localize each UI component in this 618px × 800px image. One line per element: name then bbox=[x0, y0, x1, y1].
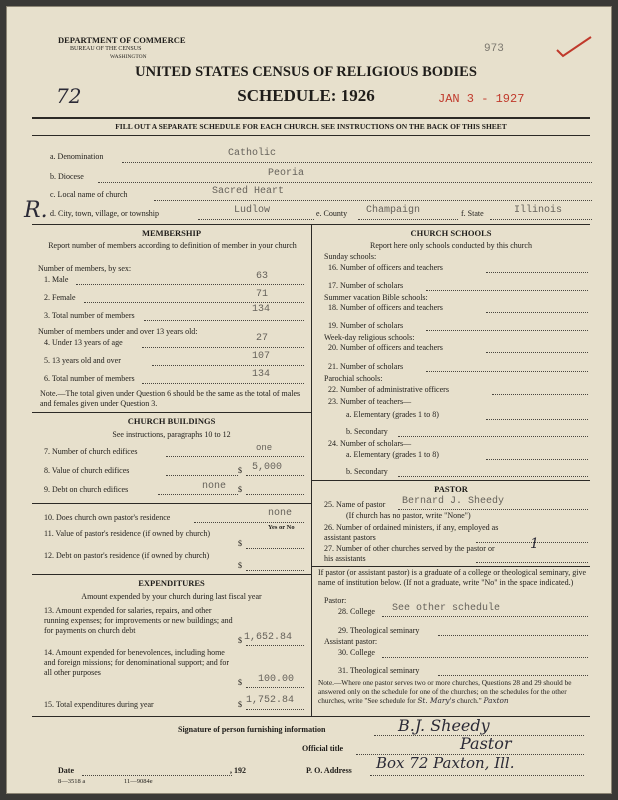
diocese-line bbox=[98, 182, 592, 183]
q29-line bbox=[438, 635, 588, 636]
buildings-sub: See instructions, paragraphs 10 to 12 bbox=[112, 430, 231, 439]
city-value[interactable]: Ludlow bbox=[234, 205, 271, 216]
q2-value[interactable]: 71 bbox=[256, 289, 269, 300]
date-received-stamp: JAN 3 - 1927 bbox=[438, 92, 525, 106]
q9-dollar: $ bbox=[238, 485, 242, 494]
buildings-heading: CHURCH BUILDINGS bbox=[127, 416, 216, 426]
q19-label: 19. Number of scholars bbox=[328, 321, 404, 330]
q3-label: 3. Total number of members bbox=[44, 311, 135, 320]
vacation-label: Summer vacation Bible schools: bbox=[324, 293, 428, 302]
city-label-field: d. City, town, village, or township bbox=[50, 209, 160, 218]
q6-value[interactable]: 134 bbox=[252, 369, 271, 380]
denomination-value[interactable]: Catholic bbox=[228, 148, 277, 159]
local-name-value[interactable]: Sacred Heart bbox=[212, 186, 285, 197]
q3-value[interactable]: 134 bbox=[252, 304, 271, 315]
q8-line bbox=[246, 475, 304, 476]
signature-label: Signature of person furnishing information bbox=[178, 725, 326, 734]
state-label: f. State bbox=[461, 209, 484, 218]
q25-line bbox=[398, 509, 588, 510]
schools-intro: Report here only schools conducted by this church bbox=[370, 241, 532, 250]
q8-dollar: $ bbox=[238, 466, 242, 475]
q18-label: 18. Number of officers and teachers bbox=[328, 303, 443, 312]
q6-line bbox=[142, 383, 304, 384]
q16-label: 16. Number of officers and teachers bbox=[328, 263, 443, 272]
q16-line bbox=[486, 272, 588, 273]
q9-line bbox=[246, 494, 304, 495]
q15-value[interactable]: 1,752.84 bbox=[246, 695, 295, 706]
q6-label: 6. Total number of members bbox=[44, 374, 135, 383]
q23a-label: a. Elementary (grades 1 to 8) bbox=[346, 410, 439, 419]
check-mark-icon bbox=[554, 34, 594, 60]
official-title-value[interactable]: Pastor bbox=[460, 734, 512, 753]
q12-line bbox=[246, 570, 304, 571]
q20-line bbox=[486, 352, 588, 353]
q31-line bbox=[438, 675, 588, 676]
diocese-label: b. Diocese bbox=[50, 172, 84, 181]
parochial-label: Parochial schools: bbox=[324, 374, 383, 383]
q7-value[interactable]: one bbox=[256, 443, 273, 453]
address-line bbox=[370, 775, 584, 776]
instruction-rule bbox=[32, 135, 590, 136]
q8-dots bbox=[166, 475, 238, 476]
q30-line bbox=[382, 657, 588, 658]
q15-label: 15. Total expenditures during year bbox=[44, 700, 154, 709]
yes-no-hint: Yes or No bbox=[268, 524, 295, 531]
official-title-label: Official title bbox=[302, 744, 344, 753]
stamp-number: 973 bbox=[484, 43, 504, 55]
expenditures-sub: Amount expended by your church during last fiscal year bbox=[81, 592, 262, 601]
q23b-line bbox=[398, 436, 588, 437]
q7-line bbox=[166, 456, 304, 457]
final-note-text: Note.—Where one pastor serves two or more churches, Questions 28 and 29 should be answered only on the schedule for one of the churches; on the schedules for the other churches, write "See schedule for bbox=[318, 678, 572, 705]
q31-label: 31. Theological seminary bbox=[338, 666, 420, 675]
q9-label: 9. Debt on church edifices bbox=[44, 485, 129, 494]
q17-line bbox=[426, 290, 588, 291]
q19-line bbox=[426, 330, 588, 331]
membership-note: Note.—The total given under Question 6 should be the same as the total of males and females given under Question 3. bbox=[40, 389, 301, 408]
diocese-value[interactable]: Peoria bbox=[268, 168, 305, 179]
q7-label: 7. Number of church edifices bbox=[44, 447, 138, 456]
q13-line bbox=[246, 645, 304, 646]
local-name-label: c. Local name of church bbox=[50, 190, 128, 199]
q14-label: 14. Amount expended for benevolences, including home and foreign missions; for denominational support; and for all other purposes bbox=[44, 648, 230, 677]
q3-line bbox=[144, 320, 304, 321]
by-sex-label: Number of members, by sex: bbox=[38, 264, 132, 273]
q29-label: 29. Theological seminary bbox=[338, 626, 420, 635]
q15-dollar: $ bbox=[238, 700, 242, 709]
q1-line bbox=[76, 284, 304, 285]
q27-value[interactable]: 1 bbox=[530, 536, 539, 552]
footer-rule bbox=[32, 716, 590, 717]
q25-value[interactable]: Bernard J. Sheedy bbox=[402, 496, 505, 507]
address-value[interactable]: Box 72 Paxton, Ill. bbox=[376, 754, 515, 772]
q17-label: 17. Number of scholars bbox=[328, 281, 404, 290]
q2-label: 2. Female bbox=[44, 293, 76, 302]
weekday-label: Week-day religious schools: bbox=[324, 333, 415, 342]
q5-line bbox=[152, 365, 304, 366]
print-code-2: 11—9084e bbox=[124, 778, 153, 785]
q23b-label: b. Secondary bbox=[346, 427, 388, 436]
q4-label: 4. Under 13 years of age bbox=[44, 338, 123, 347]
margin-mark: R. bbox=[24, 198, 48, 223]
grad-rule bbox=[311, 566, 590, 567]
q8-label: 8. Value of church edifices bbox=[44, 466, 130, 475]
q28-label: 28. College bbox=[338, 607, 375, 616]
age-heading: Number of members under and over 13 years old: bbox=[38, 327, 198, 336]
form-title: UNITED STATES CENSUS OF RELIGIOUS BODIES bbox=[135, 64, 477, 80]
instruction-line: FILL OUT A SEPARATE SCHEDULE FOR EACH CHURCH. SEE INSTRUCTIONS ON THE BACK OF THIS SHEET bbox=[115, 122, 507, 131]
q25-label: 25. Name of pastor bbox=[324, 500, 386, 509]
top-rule bbox=[32, 117, 590, 119]
date-label: Date bbox=[58, 766, 74, 775]
q4-value[interactable]: 27 bbox=[256, 333, 269, 344]
buildings-subrule bbox=[32, 503, 311, 504]
q8-value[interactable]: 5,000 bbox=[252, 462, 283, 473]
q13-label: 13. Amount expended for salaries, repairs, and other running expenses; for improvements or new buildings; and for payments on church debt bbox=[44, 606, 233, 635]
county-value[interactable]: Champaign bbox=[366, 205, 421, 216]
pastor-sublabel: Pastor: bbox=[324, 596, 347, 605]
pastor-heading: PASTOR bbox=[434, 484, 468, 494]
local-name-line bbox=[154, 200, 592, 201]
graduate-note: If pastor (or assistant pastor) is a graduate of a college or theological seminary, give name of institution below. (If not a graduate, write "No" in the space indicated.) bbox=[318, 568, 587, 587]
address-label: P. O. Address bbox=[306, 766, 352, 775]
year-label: , 192 bbox=[230, 766, 246, 775]
buildings-rule bbox=[32, 412, 311, 413]
city-line bbox=[198, 219, 314, 220]
q23-label: 23. Number of teachers— bbox=[328, 397, 412, 406]
denomination-line bbox=[122, 162, 592, 163]
q24b-line bbox=[398, 476, 588, 477]
q24a-line bbox=[486, 459, 588, 460]
q25-note: (If church has no pastor, write "None") bbox=[346, 511, 471, 520]
q14-line bbox=[246, 687, 304, 688]
signature-value[interactable]: B.J. Sheedy bbox=[398, 716, 490, 735]
q23a-line bbox=[486, 419, 588, 420]
q10-line bbox=[194, 522, 304, 523]
city-label: WASHINGTON bbox=[110, 54, 147, 60]
q28-value[interactable]: See other schedule bbox=[392, 603, 501, 614]
q20-label: 20. Number of officers and teachers bbox=[328, 343, 443, 352]
q11-label: 11. Value of pastor's residence (if owned by church) bbox=[44, 529, 211, 538]
county-label: e. County bbox=[316, 209, 348, 218]
q9-value[interactable]: none bbox=[202, 481, 227, 492]
q27-line bbox=[476, 562, 588, 563]
census-form-page bbox=[6, 6, 612, 794]
q1-label: 1. Male bbox=[44, 275, 69, 284]
pastor-rule bbox=[311, 480, 590, 481]
assistant-sublabel: Assistant pastor: bbox=[324, 637, 378, 646]
q24-label: 24. Number of scholars— bbox=[328, 439, 412, 448]
final-note-church[interactable]: St. Mary's bbox=[417, 696, 456, 705]
q14-value[interactable]: 100.00 bbox=[258, 674, 295, 685]
dept-label: DEPARTMENT OF COMMERCE bbox=[58, 35, 186, 45]
q5-label: 5. 13 years old and over bbox=[44, 356, 121, 365]
final-note-tail: church." bbox=[457, 696, 482, 705]
q4-line bbox=[142, 347, 304, 348]
q11-line bbox=[246, 548, 304, 549]
q12-dollar: $ bbox=[238, 561, 242, 570]
print-code-1: 8—3518 a bbox=[58, 778, 86, 785]
q21-line bbox=[426, 371, 588, 372]
q13-dollar: $ bbox=[238, 636, 242, 645]
membership-intro: Report number of members according to definition of member in your church bbox=[48, 241, 297, 250]
county-line bbox=[358, 219, 458, 220]
q18-line bbox=[486, 312, 588, 313]
q12-label: 12. Debt on pastor's residence (if owned by church) bbox=[44, 551, 210, 560]
q11-dollar: $ bbox=[238, 539, 242, 548]
q28-line bbox=[382, 616, 588, 617]
q10-label: 10. Does church own pastor's residence bbox=[44, 513, 171, 522]
q14-dollar: $ bbox=[238, 678, 242, 687]
q24a-label: a. Elementary (grades 1 to 8) bbox=[346, 450, 439, 459]
q15-line bbox=[246, 709, 304, 710]
final-note-mark: Paxton bbox=[483, 696, 509, 705]
expenditures-heading: EXPENDITURES bbox=[138, 578, 205, 588]
q24b-label: b. Secondary bbox=[346, 467, 388, 476]
state-value[interactable]: Illinois bbox=[514, 205, 563, 216]
schedule-title: SCHEDULE: 1926 bbox=[237, 86, 375, 105]
q30-label: 30. College bbox=[338, 648, 375, 657]
q2-line bbox=[84, 302, 304, 303]
handwritten-number: 72 bbox=[56, 84, 82, 108]
q10-value[interactable]: none bbox=[268, 508, 293, 519]
q27-label: 27. Number of other churches served by the pastor or his assistants bbox=[324, 544, 495, 563]
sunday-label: Sunday schools: bbox=[324, 252, 377, 261]
q22-line bbox=[492, 394, 588, 395]
q1-value[interactable]: 63 bbox=[256, 271, 269, 282]
column-divider bbox=[311, 224, 312, 716]
date-line bbox=[82, 775, 232, 776]
state-line bbox=[490, 219, 592, 220]
q9-dots bbox=[158, 494, 238, 495]
q21-label: 21. Number of scholars bbox=[328, 362, 404, 371]
expenditures-rule bbox=[32, 574, 311, 575]
q5-value[interactable]: 107 bbox=[252, 351, 271, 362]
denomination-label: a. Denomination bbox=[50, 152, 104, 161]
q22-label: 22. Number of administrative officers bbox=[328, 385, 449, 394]
final-note bbox=[318, 678, 592, 705]
bureau-label: BUREAU OF THE CENSUS bbox=[70, 46, 142, 52]
membership-heading: MEMBERSHIP bbox=[141, 228, 202, 238]
schools-heading: CHURCH SCHOOLS bbox=[410, 228, 492, 238]
q26-label: 26. Number of ordained ministers, if any, employed as assistant pastors bbox=[324, 523, 499, 542]
q13-value[interactable]: 1,652.84 bbox=[244, 632, 293, 643]
